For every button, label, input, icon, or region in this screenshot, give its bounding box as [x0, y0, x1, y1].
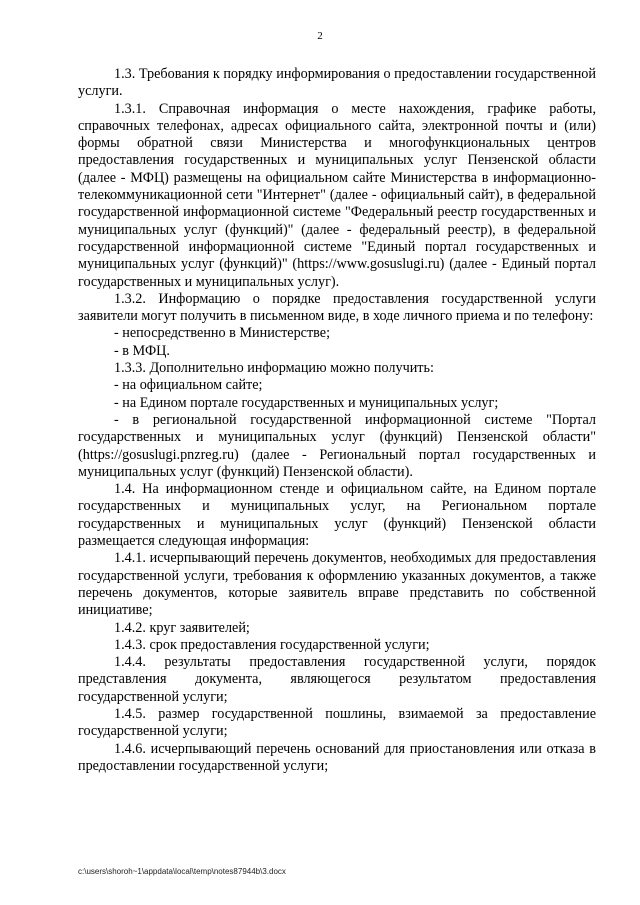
- paragraph: 1.4.3. срок предоставления государственной услуги;: [114, 636, 430, 653]
- paragraph: 1.4.6. исчерпывающий перечень оснований для приостановления или отказа в предоставлении государственной услуги;: [78, 740, 596, 774]
- paragraph: 1.3.2. Информацию о порядке предоставления государственной услуги заявители могут получить в письменном виде, в ходе личного приема и по телефону:: [78, 290, 596, 325]
- paragraph: 1.3.3. Дополнительно информацию можно получить:: [114, 360, 434, 377]
- paragraph: 1.4.4. результаты предоставления государственной услуги, порядок представления документа, являющегося результатом предоставления государственной услуги;: [78, 654, 596, 705]
- list-item: - в МФЦ.: [114, 342, 170, 359]
- list-item: - в региональной государственной информационной системе "Портал государственных и муниципальных услуг (функций) Пензенской области" (https://gosuslugi.pnzreg.ru) (далее - Региональный портал государственных и муниципальных услуг (функций) Пензенской области).: [78, 411, 596, 480]
- paragraph: 1.3.1. Справочная информация о месте нахождения, графике работы, справочных телефонах, адресах официального сайта, электронной почты и (или) формы обратной связи Министерства и многофункциональных центров предоставления государственных и муниципальных услуг Пензенской области (далее - МФЦ) размещены на официальном сайте Министерства в информационно-телекоммуникационной сети "Интернет" (далее - официальный сайт), в федеральной государственной информационной системе "Федеральный реестр государственных и муниципальных услуг (функций)" (далее - федеральный реестр), в федеральной государственной информационной системе "Единый портал государственных и муниципальных услуг (функций)" (https://www.gosuslugi.ru) (далее - Единый портал государственных и муниципальных услуг).: [78, 100, 596, 290]
- paragraph: 1.4.2. круг заявителей;: [114, 619, 250, 636]
- document-body: [78, 66, 596, 775]
- paragraph: 1.3. Требования к порядку информирования о предоставлении государственной услуги.: [78, 66, 596, 100]
- page-number: 2: [317, 30, 323, 42]
- list-item: - непосредственно в Министерстве;: [114, 325, 331, 342]
- paragraph: 1.4.5. размер государственной пошлины, взимаемой за предоставление государственной услуги;: [78, 705, 596, 740]
- paragraph: 1.4.1. исчерпывающий перечень документов, необходимых для предоставления государственной услуги, требования к оформлению указанных документов, а также перечень документов, которые заявитель вправе представить по собственной инициативе;: [78, 550, 596, 619]
- footer-file-path: c:\users\shoroh~1\appdata\local\temp\notes87944b\3.docx: [78, 867, 286, 876]
- paragraph: 1.4. На информационном стенде и официальном сайте, на Едином портале государственных и муниципальных услуг, на Региональном портале государственных и муниципальных услуг (функций) Пензенской области размещается следующая информация:: [78, 481, 596, 550]
- list-item: - на Едином портале государственных и муниципальных услуг;: [114, 394, 499, 411]
- list-item: - на официальном сайте;: [114, 377, 263, 394]
